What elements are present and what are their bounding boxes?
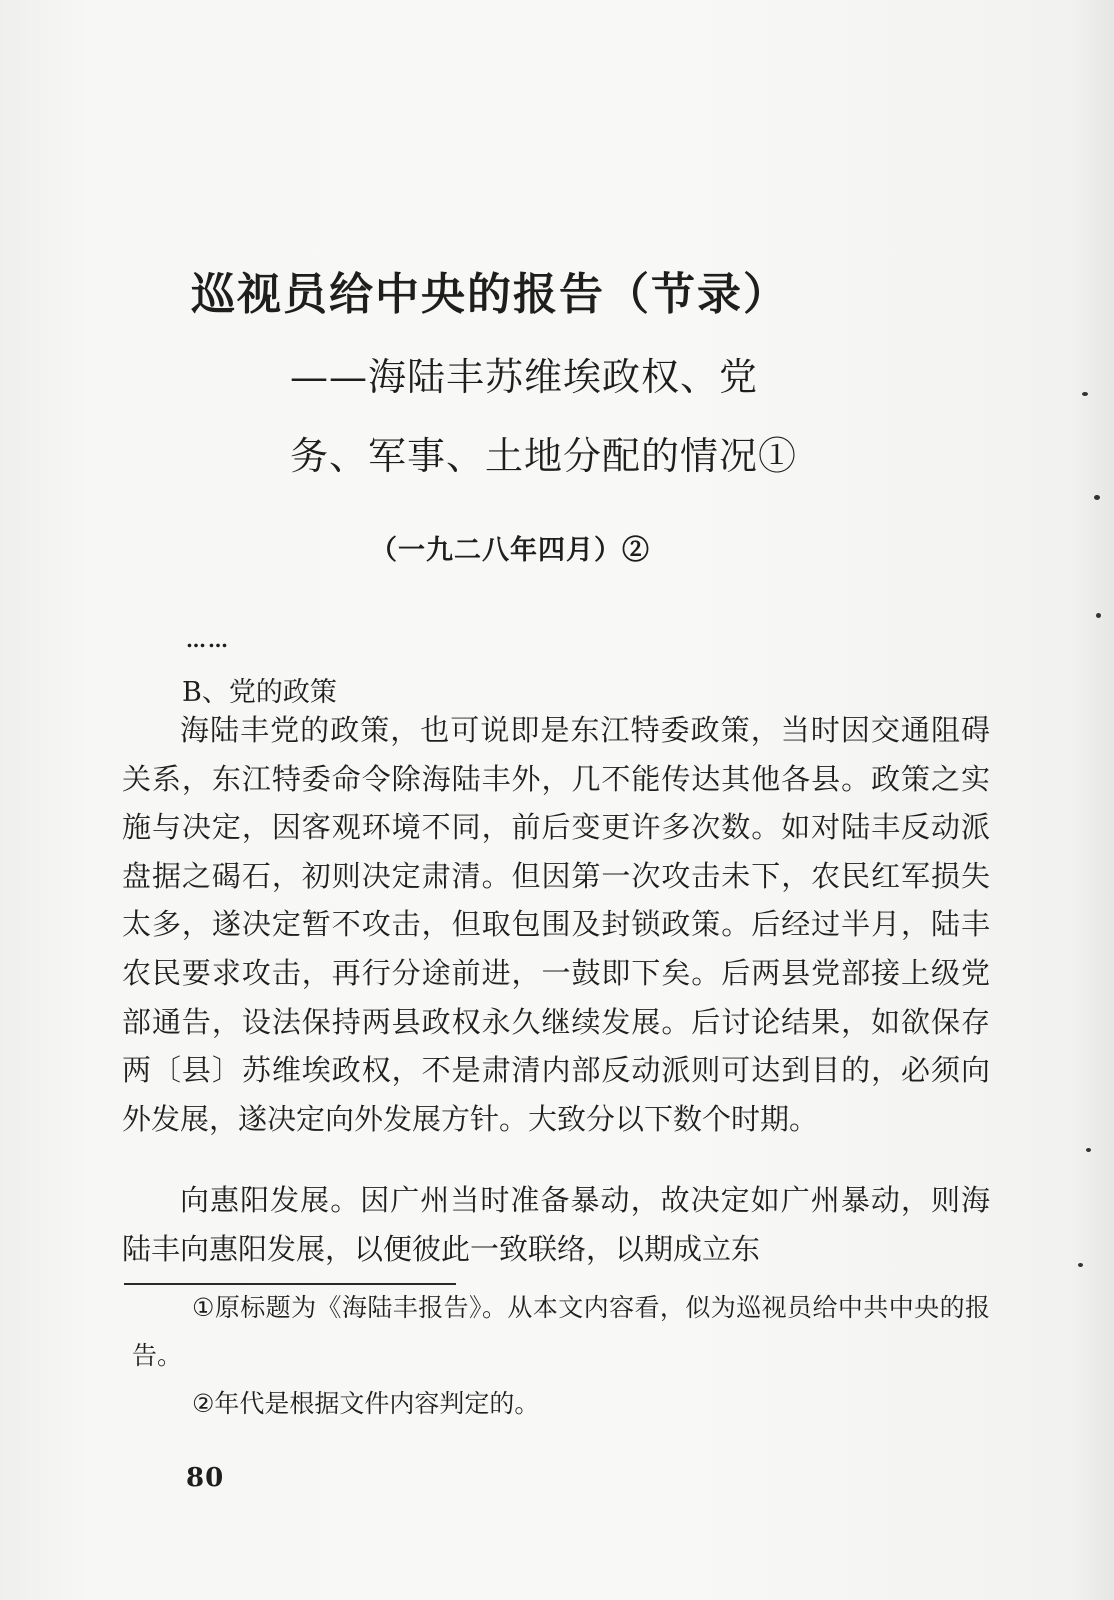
omission-ellipsis: …… <box>186 628 230 652</box>
body-paragraph: 向惠阳发展。因广州当时准备暴动，故决定如广州暴动，则海陆丰向惠阳发展，以便彼此一致联络，以期成立东 <box>122 1183 990 1266</box>
page-number: 80 <box>186 1463 225 1493</box>
scan-speck <box>1094 495 1100 500</box>
footnote: ①原标题为《海陆丰报告》。从本文内容看，似为巡视员给中共中央的报告。 <box>132 1293 990 1370</box>
scan-speck <box>1078 1263 1083 1267</box>
footnote: ②年代是根据文件内容判定的。 <box>192 1389 540 1418</box>
scan-speck <box>1096 613 1101 618</box>
document-date: （一九二八年四月）② <box>370 535 650 566</box>
section-heading: B、党的政策 <box>182 677 337 708</box>
document-title: 巡视员给中央的报告（节录） <box>191 269 789 320</box>
body-paragraph: 海陆丰党的政策，也可说即是东江特委政策，当时因交通阻碍关系，东江特委命令除海陆丰外，几不能传达其他各县。政策之实施与决定，因客观环境不同，前后变更许多次数。如对陆丰反动派盘据之碣石，初则决定肃清。但因第一次攻击未下，农民红军损失太多，遂决定暂不攻击，但取包围及封锁政策。后经过半月，陆丰农民要求攻击，再行分途前进，一鼓即下矣。后两县党部接上级党部通告，设法保持两县政权永久继续发展。后讨论结果，如欲保存两〔县〕苏维埃政权，不是肃清内部反动派则可达到目的，必须向外发展，遂决定向外发展方针。大致分以下数个时期。 <box>122 713 990 1136</box>
document-subtitle-line2: 务、军事、土地分配的情况① <box>290 434 798 478</box>
scan-speck <box>1082 392 1088 396</box>
scan-speck <box>1086 1148 1091 1152</box>
document-subtitle-line1: ——海陆丰苏维埃政权、党 <box>290 355 759 399</box>
